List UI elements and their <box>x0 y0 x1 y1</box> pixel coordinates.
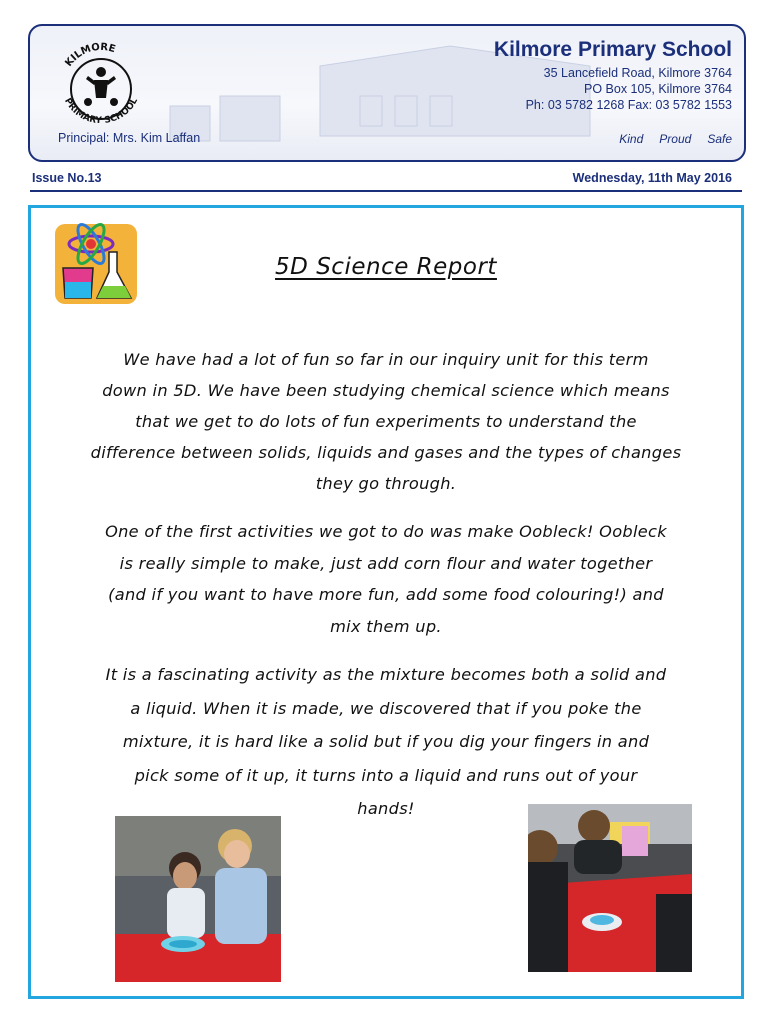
principal-name: Principal: Mrs. Kim Laffan <box>58 131 201 145</box>
po-box-address: PO Box 105, Kilmore 3764 <box>584 82 732 96</box>
students-oobleck-photo-left <box>115 816 281 982</box>
issue-number: Issue No.13 <box>32 171 102 185</box>
school-header <box>28 24 746 162</box>
text-line: that we get to do lots of fun experiments to understand the <box>135 412 637 431</box>
issue-date: Wednesday, 11th May 2016 <box>572 171 732 185</box>
motto-proud: Proud <box>659 132 692 146</box>
text-line: It is a fascinating activity as the mixture becomes both a solid and <box>105 665 667 684</box>
issue-bar <box>30 170 742 192</box>
paragraph-intro <box>43 344 729 499</box>
school-motto <box>619 132 732 146</box>
text-line: is really simple to make, just add corn flour and water together <box>119 553 653 573</box>
text-line: We have had a lot of fun so far in our inquiry unit for this term <box>123 350 649 369</box>
school-logo <box>46 32 156 142</box>
text-line: mix them up. <box>330 616 442 636</box>
text-line: a liquid. When it is made, we discovered that if you poke the <box>130 698 642 718</box>
text-line: they go through. <box>315 474 457 493</box>
report-title: 5D Science Report <box>275 254 497 280</box>
article-box <box>28 205 744 999</box>
phone-fax: Ph: 03 5782 1268 Fax: 03 5782 1553 <box>525 98 732 112</box>
text-line: One of the first activities we got to do was make Oobleck! Oobleck <box>105 522 667 541</box>
school-name: Kilmore Primary School <box>493 38 732 61</box>
paragraph-oobleck <box>43 516 729 642</box>
text-line: difference between solids, liquids and gases and the types of changes <box>90 443 682 462</box>
students-oobleck-photo-right <box>528 804 692 972</box>
motto-safe: Safe <box>707 132 732 146</box>
text-line: (and if you want to have more fun, add some food colouring!) and <box>108 585 664 604</box>
motto-kind: Kind <box>619 132 644 146</box>
text-line: hands! <box>357 799 415 818</box>
svg-text:PRIMARY SCHOOL: PRIMARY SCHOOL <box>62 96 141 127</box>
text-line: down in 5D. We have been studying chemical science which means <box>102 381 670 400</box>
paragraph-mixture <box>43 658 729 826</box>
text-line: pick some of it up, it turns into a liquid and runs out of your <box>134 765 638 785</box>
svg-text:KILMORE: KILMORE <box>63 41 117 69</box>
text-line: mixture, it is hard like a solid but if you dig your fingers in and <box>122 732 650 751</box>
street-address: 35 Lancefield Road, Kilmore 3764 <box>543 66 732 80</box>
